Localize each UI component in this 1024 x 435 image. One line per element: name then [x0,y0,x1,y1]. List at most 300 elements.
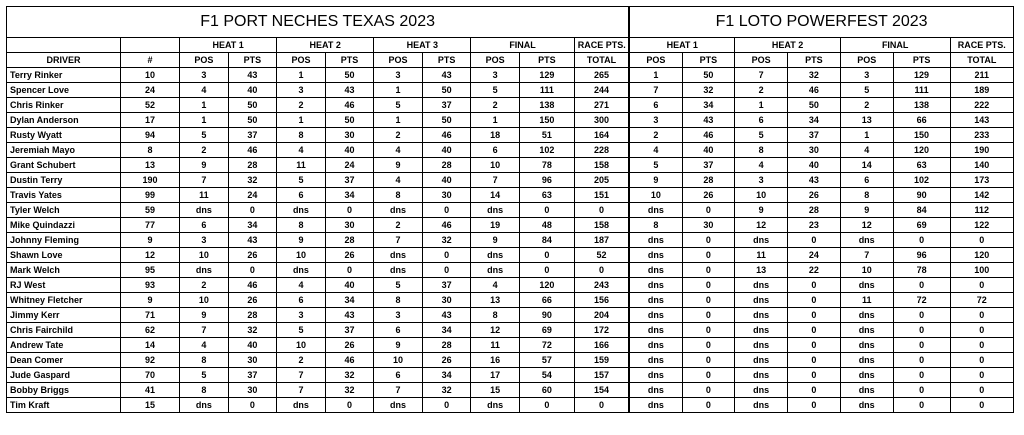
table-cell: 69 [893,218,950,233]
table-cell: 0 [422,398,471,413]
driver-name-cell: Mike Quindazzi [7,218,121,233]
table-cell: 37 [228,368,277,383]
column-header: POS [840,53,893,68]
table-cell: 9 [471,233,520,248]
table-cell: 11 [180,188,229,203]
table-cell: 43 [788,173,841,188]
table-cell: 0 [422,263,471,278]
table-cell: dns [471,203,520,218]
table-cell: 28 [788,203,841,218]
table-cell: 244 [574,83,629,98]
table-cell: 8 [120,143,179,158]
table-row [7,308,1014,323]
table-cell: 9 [277,233,326,248]
table-cell: 12 [840,218,893,233]
table-cell: 4 [374,173,423,188]
table-cell: 11 [277,158,326,173]
column-header: TOTAL [574,53,629,68]
table-cell: 9 [374,158,423,173]
table-cell: 72 [950,293,1013,308]
table-cell: 40 [325,143,374,158]
table-cell: 40 [422,173,471,188]
table-cell: 7 [180,173,229,188]
table-cell: 211 [950,68,1013,83]
column-header: PTS [228,53,277,68]
table-cell: 159 [574,353,629,368]
table-cell: 46 [228,278,277,293]
table-cell: 34 [228,218,277,233]
table-cell: 1 [180,98,229,113]
table-cell: 0 [788,308,841,323]
table-cell: 24 [120,83,179,98]
column-header: POS [629,53,682,68]
table-cell: 37 [788,128,841,143]
table-cell: 66 [519,293,574,308]
powerfest-heat1-header: HEAT 1 [629,38,735,53]
table-cell: 9 [840,203,893,218]
table-cell: 1 [277,68,326,83]
table-cell: 111 [519,83,574,98]
table-cell: 63 [519,188,574,203]
table-cell: 37 [325,173,374,188]
table-row [7,128,1014,143]
table-cell: 0 [682,308,735,323]
table-cell: 40 [325,278,374,293]
table-cell: 265 [574,68,629,83]
table-cell: dns [840,308,893,323]
table-cell: 34 [422,368,471,383]
table-cell: 13 [840,113,893,128]
table-cell: 0 [422,248,471,263]
table-cell: 0 [228,398,277,413]
table-cell: 2 [840,98,893,113]
table-cell: 0 [682,293,735,308]
table-cell: dns [840,383,893,398]
table-cell: 8 [735,143,788,158]
table-cell: dns [277,263,326,278]
table-cell: 1 [374,113,423,128]
column-header: PTS [788,53,841,68]
table-cell: 2 [277,98,326,113]
table-cell: 40 [422,143,471,158]
table-cell: 40 [682,143,735,158]
table-cell: 43 [228,233,277,248]
table-cell: dns [840,398,893,413]
table-cell: 10 [374,353,423,368]
table-row [7,98,1014,113]
table-cell: 4 [277,278,326,293]
table-cell: 72 [519,338,574,353]
table-cell: 0 [325,398,374,413]
table-cell: 0 [893,368,950,383]
table-cell: 37 [422,278,471,293]
table-cell: 59 [120,203,179,218]
table-cell: 4 [840,143,893,158]
table-cell: dns [735,398,788,413]
table-cell: 9 [629,173,682,188]
table-cell: 157 [574,368,629,383]
heat1-header: HEAT 1 [180,38,277,53]
table-cell: 34 [788,113,841,128]
table-cell: dns [180,398,229,413]
table-cell: 40 [788,158,841,173]
table-cell: 0 [950,338,1013,353]
column-header: POS [471,53,520,68]
table-cell: 15 [120,398,179,413]
table-cell: 0 [788,353,841,368]
table-cell: 6 [471,143,520,158]
table-row [7,338,1014,353]
table-cell: 233 [950,128,1013,143]
table-cell: 172 [574,323,629,338]
table-cell: dns [629,398,682,413]
table-row [7,248,1014,263]
table-cell: 96 [893,248,950,263]
table-cell: 26 [228,293,277,308]
table-cell: 14 [471,188,520,203]
table-cell: 8 [180,353,229,368]
table-cell: 63 [893,158,950,173]
table-cell: 111 [893,83,950,98]
table-cell: dns [735,308,788,323]
table-cell: 0 [682,338,735,353]
table-cell: 4 [374,143,423,158]
table-cell: 102 [519,143,574,158]
table-cell: 0 [228,263,277,278]
table-cell: 60 [519,383,574,398]
table-cell: 72 [893,293,950,308]
table-cell: 8 [629,218,682,233]
table-cell: 10 [629,188,682,203]
powerfest-race-pts-header: RACE PTS. [950,38,1013,53]
table-row [7,173,1014,188]
table-cell: 24 [788,248,841,263]
table-cell: 34 [682,98,735,113]
table-cell: 0 [893,398,950,413]
table-cell: 187 [574,233,629,248]
table-cell: 10 [277,248,326,263]
table-cell: 158 [574,158,629,173]
table-cell: 120 [950,248,1013,263]
driver-name-cell: Dustin Terry [7,173,121,188]
driver-name-cell: Shawn Love [7,248,121,263]
table-cell: 5 [735,128,788,143]
table-cell: 37 [325,323,374,338]
table-cell: dns [374,398,423,413]
table-cell: 150 [519,113,574,128]
table-cell: 8 [374,188,423,203]
column-header: PTS [422,53,471,68]
driver-name-cell: Dean Comer [7,353,121,368]
table-cell: 6 [840,173,893,188]
driver-name-cell: Andrew Tate [7,338,121,353]
table-cell: dns [840,323,893,338]
table-cell: 0 [788,323,841,338]
table-cell: 6 [277,293,326,308]
table-cell: 46 [228,143,277,158]
table-cell: 26 [325,248,374,263]
table-cell: 28 [228,158,277,173]
table-cell: 4 [180,338,229,353]
table-cell: 243 [574,278,629,293]
driver-name-cell: RJ West [7,278,121,293]
table-cell: 0 [682,203,735,218]
table-cell: 50 [228,113,277,128]
table-cell: 6 [735,113,788,128]
standings-sheet [6,6,1014,413]
table-cell: 48 [519,218,574,233]
table-row [7,353,1014,368]
table-cell: 93 [120,278,179,293]
table-cell: 11 [471,338,520,353]
table-cell: 122 [950,218,1013,233]
table-row [7,158,1014,173]
table-cell: 40 [228,338,277,353]
table-cell: 0 [682,353,735,368]
table-cell: dns [735,293,788,308]
table-cell: 46 [325,353,374,368]
table-cell: dns [735,368,788,383]
standings-table [6,6,1014,413]
table-cell: 3 [180,68,229,83]
table-cell: 70 [120,368,179,383]
table-cell: dns [277,203,326,218]
table-cell: 34 [325,188,374,203]
table-cell: 1 [180,113,229,128]
table-cell: 12 [735,218,788,233]
table-cell: 0 [950,383,1013,398]
table-cell: 0 [325,203,374,218]
table-cell: 8 [471,308,520,323]
table-cell: 102 [893,173,950,188]
table-cell: 90 [519,308,574,323]
table-cell: 189 [950,83,1013,98]
table-cell: 10 [180,248,229,263]
table-cell: 94 [120,128,179,143]
table-cell: 26 [228,248,277,263]
table-cell: 46 [422,128,471,143]
table-cell: 6 [374,323,423,338]
powerfest-heat2-header: HEAT 2 [735,38,841,53]
table-cell: 10 [471,158,520,173]
heat2-header: HEAT 2 [277,38,374,53]
table-row [7,368,1014,383]
table-cell: 50 [325,113,374,128]
table-cell: 18 [471,128,520,143]
table-cell: 30 [325,128,374,143]
table-cell: 0 [682,323,735,338]
table-cell: 5 [374,98,423,113]
table-cell: 4 [180,83,229,98]
table-cell: 10 [120,68,179,83]
table-cell: 190 [120,173,179,188]
table-cell: dns [840,278,893,293]
table-cell: 143 [950,113,1013,128]
table-cell: 28 [682,173,735,188]
table-cell: dns [840,233,893,248]
table-cell: 30 [228,383,277,398]
table-cell: 2 [180,143,229,158]
table-cell: 0 [788,398,841,413]
port-neches-title: F1 PORT NECHES TEXAS 2023 [7,7,630,38]
table-cell: 0 [682,263,735,278]
table-cell: 5 [180,368,229,383]
table-cell: 69 [519,323,574,338]
table-cell: 40 [228,83,277,98]
table-cell: 43 [325,308,374,323]
table-row [7,188,1014,203]
table-cell: dns [180,203,229,218]
table-cell: 24 [325,158,374,173]
table-cell: 1 [629,68,682,83]
table-cell: dns [840,368,893,383]
table-cell: 204 [574,308,629,323]
table-cell: 84 [893,203,950,218]
table-cell: 4 [277,143,326,158]
table-cell: 78 [519,158,574,173]
table-cell: dns [735,338,788,353]
table-cell: 0 [325,263,374,278]
table-cell: 0 [682,278,735,293]
table-cell: 5 [180,128,229,143]
group-header-row [7,38,1014,53]
table-cell: 6 [277,188,326,203]
table-cell: 3 [471,68,520,83]
table-cell: 5 [629,158,682,173]
table-cell: 0 [682,248,735,263]
table-cell: 50 [788,98,841,113]
table-cell: 140 [950,158,1013,173]
table-cell: 17 [120,113,179,128]
column-header: PTS [325,53,374,68]
table-cell: 0 [893,308,950,323]
table-cell: 19 [471,218,520,233]
table-cell: 0 [788,383,841,398]
table-cell: 13 [471,293,520,308]
table-row [7,383,1014,398]
table-cell: 0 [574,203,629,218]
table-cell: 0 [682,383,735,398]
table-cell: 23 [788,218,841,233]
table-cell: 9 [180,158,229,173]
table-cell: 0 [682,368,735,383]
table-cell: 3 [629,113,682,128]
table-cell: 84 [519,233,574,248]
table-cell: 3 [277,83,326,98]
table-cell: 15 [471,383,520,398]
table-cell: 7 [374,383,423,398]
table-cell: 46 [422,218,471,233]
driver-name-cell: Chris Rinker [7,98,121,113]
table-cell: 66 [893,113,950,128]
table-cell: 0 [682,398,735,413]
table-cell: 3 [374,68,423,83]
table-cell: 120 [893,143,950,158]
driver-rows [7,68,1014,413]
table-cell: dns [629,323,682,338]
table-row [7,203,1014,218]
table-cell: dns [629,383,682,398]
table-cell: 1 [374,83,423,98]
table-cell: 54 [519,368,574,383]
column-header: POS [735,53,788,68]
table-cell: 8 [840,188,893,203]
table-cell: 1 [735,98,788,113]
table-cell: 30 [325,218,374,233]
table-cell: 158 [574,218,629,233]
table-cell: 0 [682,233,735,248]
table-cell: dns [374,248,423,263]
table-cell: dns [629,353,682,368]
table-row [7,143,1014,158]
driver-name-cell: Jimmy Kerr [7,308,121,323]
table-cell: 43 [228,68,277,83]
table-cell: 138 [519,98,574,113]
table-cell: 13 [735,263,788,278]
table-cell: 28 [422,338,471,353]
table-cell: 5 [277,323,326,338]
table-cell: 129 [893,68,950,83]
heat3-header: HEAT 3 [374,38,471,53]
table-cell: 14 [120,338,179,353]
table-cell: 46 [788,83,841,98]
table-cell: dns [471,248,520,263]
column-header: DRIVER [7,53,121,68]
column-header: POS [374,53,423,68]
table-cell: 4 [735,158,788,173]
table-cell: dns [735,233,788,248]
table-cell: 0 [950,233,1013,248]
table-cell: 0 [950,323,1013,338]
table-cell: 190 [950,143,1013,158]
table-cell: 99 [120,188,179,203]
table-cell: 2 [374,128,423,143]
table-cell: 17 [471,368,520,383]
table-cell: dns [840,353,893,368]
blank-header-cell [120,38,179,53]
table-cell: 32 [788,68,841,83]
table-cell: 10 [735,188,788,203]
table-cell: 5 [374,278,423,293]
table-row [7,323,1014,338]
table-cell: 9 [120,293,179,308]
table-cell: 0 [893,233,950,248]
table-cell: 228 [574,143,629,158]
table-cell: 7 [180,323,229,338]
table-cell: 0 [950,368,1013,383]
table-cell: dns [629,293,682,308]
table-cell: 0 [519,263,574,278]
table-cell: 96 [519,173,574,188]
table-cell: 11 [840,293,893,308]
race-pts-header: RACE PTS. [574,38,629,53]
table-cell: 0 [788,368,841,383]
table-cell: dns [629,368,682,383]
table-cell: 12 [471,323,520,338]
table-cell: 300 [574,113,629,128]
table-cell: 6 [374,368,423,383]
table-cell: 28 [325,233,374,248]
table-cell: 28 [422,158,471,173]
driver-name-cell: Tim Kraft [7,398,121,413]
table-cell: 0 [950,353,1013,368]
table-cell: dns [471,263,520,278]
table-cell: 32 [422,383,471,398]
table-cell: 77 [120,218,179,233]
table-cell: 50 [325,68,374,83]
table-cell: 32 [682,83,735,98]
table-cell: 0 [893,278,950,293]
